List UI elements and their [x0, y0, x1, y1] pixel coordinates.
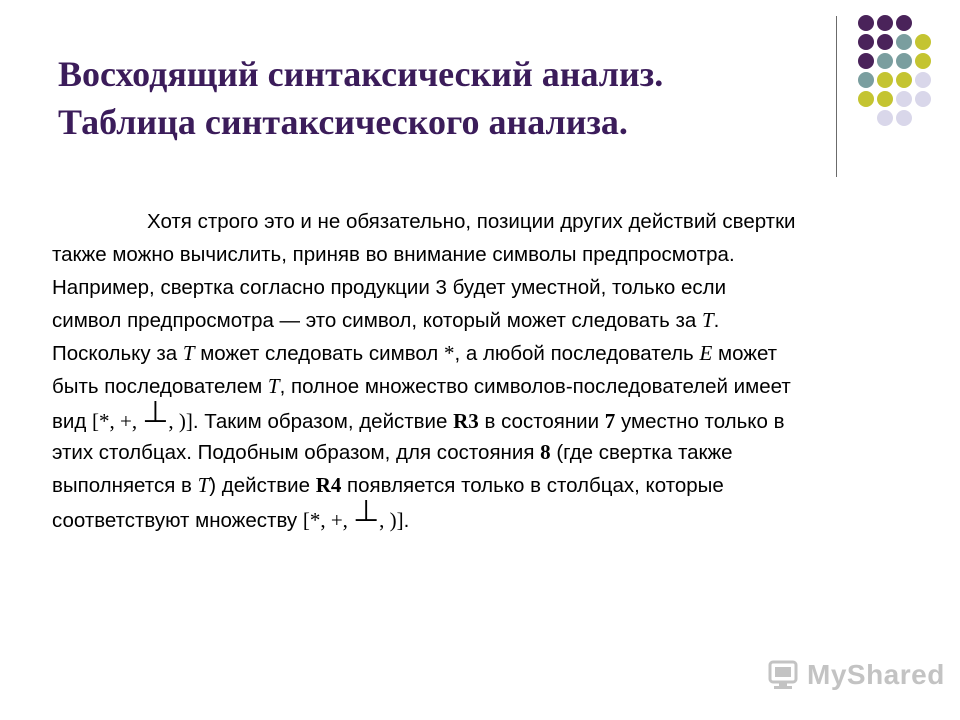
- state-8: 8: [540, 440, 551, 464]
- decor-dot: [858, 53, 874, 69]
- text-span: может следовать символ: [194, 342, 444, 365]
- text-span: (где свертка также: [550, 441, 733, 464]
- slide-title: [58, 50, 818, 146]
- text-span: , а любой последователь: [454, 342, 700, 365]
- symbol-E: E: [699, 341, 713, 365]
- text-span: символ предпросмотра — это символ, который может следовать за: [52, 309, 702, 332]
- decor-dot: [877, 91, 893, 107]
- text-span: вид: [52, 410, 92, 433]
- title-line-1: Восходящий синтаксический анализ.: [58, 54, 664, 94]
- text-span: Например, свертка согласно продукции 3 будет уместной, только если: [52, 276, 727, 299]
- symbol-T: T: [267, 374, 280, 398]
- text-span: в состоянии: [478, 410, 605, 433]
- end-marker-icon: ⊥: [142, 395, 169, 430]
- action-R3: R3: [453, 409, 479, 433]
- body-line-10: [52, 494, 932, 535]
- body-line-6: [52, 370, 932, 403]
- decor-dot: [896, 15, 912, 31]
- text-span: этих столбцах. Подобным образом, для состояния: [52, 441, 541, 464]
- body-line-2: [52, 238, 932, 271]
- decor-dot: [896, 72, 912, 88]
- decor-dot: [858, 15, 874, 31]
- text-span: , полное множество символов-последователей имеет: [279, 375, 791, 398]
- decor-dot: [915, 34, 931, 50]
- text-span: может: [712, 342, 778, 365]
- text-span: появляется только в столбцах, которые: [341, 474, 724, 497]
- symbol-star: *: [443, 341, 455, 365]
- text-span: выполняется в: [52, 474, 198, 497]
- body-line-8: [52, 436, 932, 469]
- myshared-logo: [767, 658, 945, 692]
- text-span: .: [713, 309, 720, 332]
- decor-dot: [858, 72, 874, 88]
- decor-dot: [877, 110, 893, 126]
- logo-text: MyShared: [807, 659, 945, 690]
- action-R4: R4: [315, 473, 342, 497]
- text-span: быть последователем: [52, 375, 268, 398]
- follower-set-end: , )]: [379, 508, 404, 532]
- divider-line: [836, 16, 837, 177]
- body-line-5: [52, 337, 932, 370]
- decor-dot: [915, 72, 931, 88]
- end-marker-icon: ⊥: [353, 494, 380, 529]
- text-span: также можно вычислить, приняв во внимание символы предпросмотра.: [52, 243, 735, 266]
- decor-dot: [877, 53, 893, 69]
- follower-set: [*, +,: [92, 409, 143, 433]
- text-span: . Таким образом, действие: [192, 410, 454, 433]
- text-span: Поскольку за: [52, 342, 183, 365]
- decor-dot: [877, 15, 893, 31]
- decor-dot: [896, 110, 912, 126]
- symbol-T: T: [701, 308, 714, 332]
- state-7: 7: [604, 409, 616, 433]
- body-line-1: [52, 205, 932, 238]
- decor-dot: [877, 34, 893, 50]
- decor-dot: [915, 91, 931, 107]
- symbol-T: T: [182, 341, 195, 365]
- text-span: соответствуют множеству: [52, 509, 303, 532]
- follower-set-end: , )]: [168, 409, 193, 433]
- follower-set: [*, +,: [302, 508, 354, 532]
- decor-dot: [896, 34, 912, 50]
- decor-dot: [896, 53, 912, 69]
- text-span: уместно только в: [615, 410, 785, 433]
- title-line-2: Таблица синтаксического анализа.: [58, 102, 628, 142]
- symbol-T: T: [197, 473, 210, 497]
- body-line-9: [52, 469, 932, 502]
- body-line-7: [52, 395, 932, 436]
- decor-dot: [858, 91, 874, 107]
- decor-dot: [896, 91, 912, 107]
- decor-dot: [877, 72, 893, 88]
- text-span: ) действие: [209, 474, 316, 497]
- decor-dot: [858, 34, 874, 50]
- body-line-3: [52, 271, 932, 304]
- text-span: Хотя строго это и не обязательно, позиции других действий свертки: [147, 210, 796, 233]
- text-span: .: [403, 509, 410, 532]
- body-line-4: [52, 304, 932, 337]
- decor-dot: [915, 53, 931, 69]
- body-text: [52, 205, 932, 535]
- myshared-logo-icon: [767, 658, 801, 692]
